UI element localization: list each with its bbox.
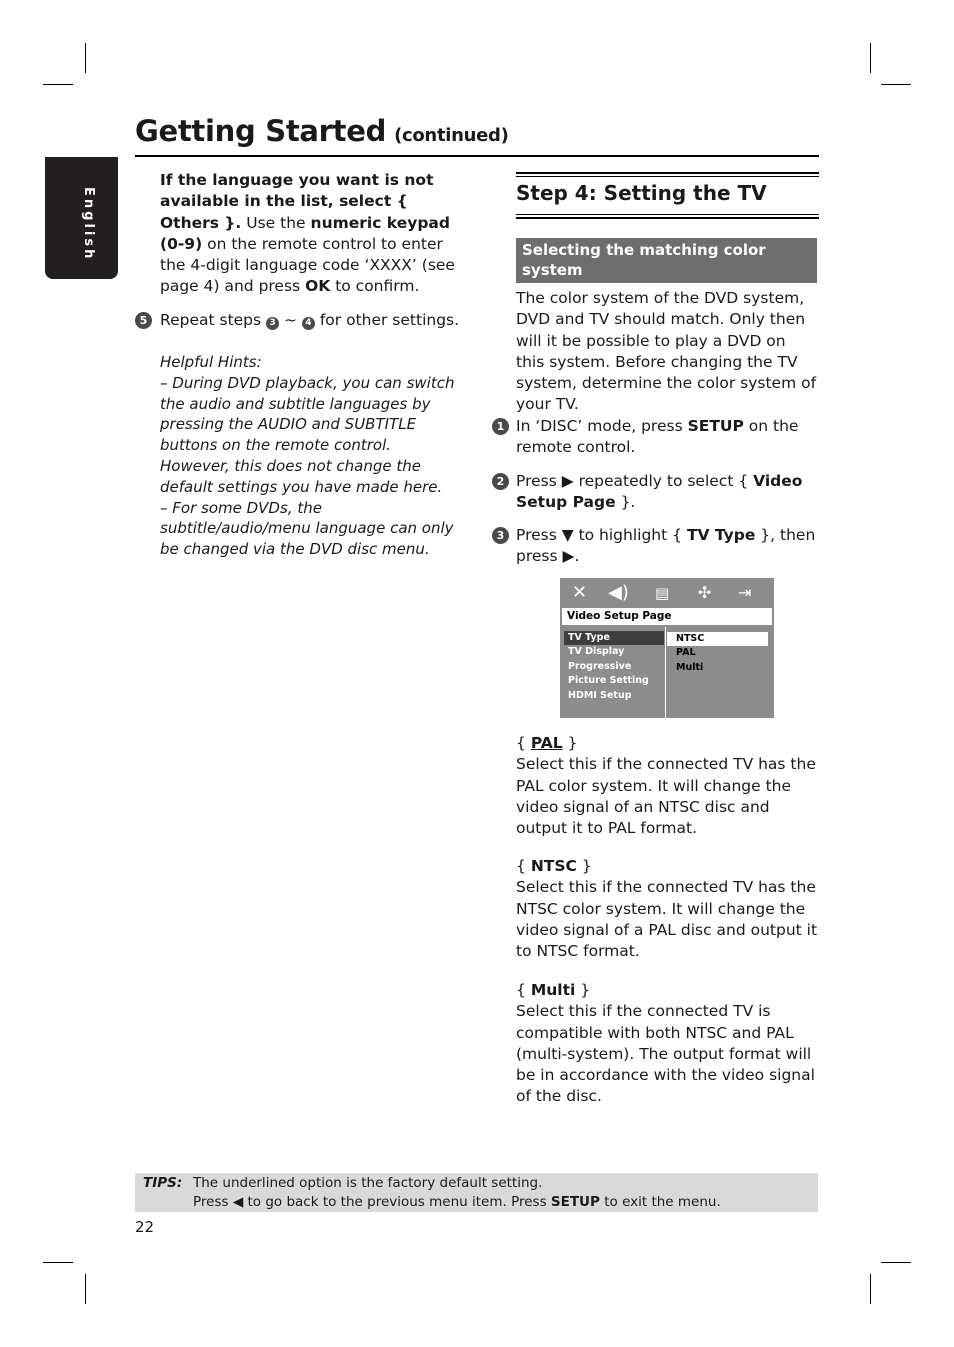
crop-mark (881, 1262, 911, 1263)
tips-box (135, 1173, 818, 1212)
keypad-label: numeric keypad (0-9) (160, 213, 450, 253)
instruction-text: Use the (246, 213, 306, 232)
step-3-text (516, 525, 818, 568)
video-icon: ▤ (655, 584, 670, 602)
tips-label: TIPS: (143, 1175, 183, 1191)
step-5-text (160, 310, 465, 331)
language-tab-label: English (81, 187, 96, 262)
step-number-2: 2 (492, 473, 509, 490)
osd-item-hdmi-setup[interactable]: HDMI Setup (568, 689, 632, 701)
brace: } (581, 857, 592, 875)
helpful-hints (160, 352, 465, 560)
step-ref-3: 3 (266, 317, 279, 330)
ok-label: OK (305, 277, 331, 296)
setup-label: SETUP (687, 417, 744, 435)
step-rule-top (516, 172, 819, 177)
speaker-icon: ◀) (608, 582, 629, 603)
osd-menu (560, 578, 774, 718)
crop-mark (85, 1274, 86, 1304)
hint-1: – During DVD playback, you can switch the audio and subtitle languages by pressing the AUDIO and SUBTITLE buttons on the remote control. However, this does not change the default settings you have made here. (160, 373, 455, 496)
language-instruction (160, 170, 465, 298)
hints-title: Helpful Hints: (160, 353, 262, 371)
step-text: In ‘DISC’ mode, press (516, 417, 683, 435)
crop-mark (43, 1262, 73, 1263)
osd-item-picture-setting[interactable]: Picture Setting (568, 675, 649, 687)
hint-2: – For some DVDs, the subtitle/audio/menu language can only be changed via the DVD disc menu. (160, 498, 454, 559)
step-2-text (516, 471, 818, 514)
osd-option-multi[interactable]: Multi (676, 661, 704, 673)
step-text: Press ▼ to highlight { (516, 526, 682, 544)
page-number: 22 (135, 1218, 155, 1236)
brace: { (516, 857, 526, 875)
osd-menu-list (564, 631, 664, 703)
title-rule (135, 155, 819, 157)
step-number-3: 3 (492, 527, 509, 544)
video-setup-label: Video Setup Page (516, 472, 803, 512)
step-text: Repeat steps (160, 311, 262, 329)
step-number-5: 5 (135, 312, 152, 329)
language-tab (45, 157, 118, 279)
tips-text-part: Press ◀ to go back to the previous menu item. Press (193, 1194, 547, 1210)
instruction-bold: If the language you want is not available in the list, select { Others }. (160, 171, 434, 232)
title-subtitle: (continued) (394, 125, 509, 146)
step-text: on the remote control. (516, 417, 799, 457)
brace: } (567, 734, 578, 752)
osd-divider (665, 627, 666, 718)
intro-text: The color system of the DVD system, DVD and TV should match. Only then will it be possible to play a DVD on this system. Before changing the TV system, determine the color system of your TV. (516, 289, 817, 414)
multi-description: Select this if the connected TV is compatible with both NTSC and PAL (multi-system). The output format will be in accordance with the video signal of the disc. (516, 1002, 815, 1106)
crop-mark (881, 84, 911, 85)
ntsc-option (516, 856, 821, 962)
crop-mark (870, 43, 871, 73)
osd-option-pal[interactable]: PAL (676, 647, 696, 659)
step-text: }, then press ▶. (516, 526, 816, 566)
setup-label: SETUP (550, 1194, 600, 1210)
pal-option (516, 733, 821, 839)
tips-line-1: The underlined option is the factory default setting. (193, 1175, 543, 1191)
crop-mark (85, 43, 86, 73)
brace: } (580, 981, 591, 999)
section-banner: Selecting the matching color system (516, 238, 817, 283)
tv-type-label: TV Type (686, 526, 756, 544)
multi-option (516, 980, 821, 1108)
step-text: for other settings. (319, 311, 460, 329)
instruction-text: on the remote control to enter the 4-digit language code ‘XXXX’ (see page 4) and press (160, 234, 455, 296)
crop-mark (870, 1274, 871, 1304)
title-text: Getting Started (135, 114, 387, 148)
step-number-1: 1 (492, 418, 509, 435)
ntsc-description: Select this if the connected TV has the NTSC color system. It will change the video signal of a PAL disc and output it to NTSC format. (516, 878, 818, 961)
step-ref-4: 4 (302, 317, 315, 330)
tools-icon: ✕ (572, 582, 588, 603)
pal-description: Select this if the connected TV has the PAL color system. It will change the video signal of an NTSC disc and output it to PAL format. (516, 755, 816, 838)
brace: { (516, 734, 526, 752)
multi-label: Multi (530, 981, 576, 999)
osd-header: Video Setup Page (562, 608, 772, 625)
exit-icon: ⇥ (738, 583, 752, 602)
crop-mark (43, 84, 73, 85)
tips-line-2 (193, 1193, 721, 1212)
instruction-text: to confirm. (335, 277, 420, 296)
ntsc-label: NTSC (530, 857, 577, 875)
osd-option-list (667, 632, 768, 675)
brace: { (516, 981, 526, 999)
osd-item-progressive[interactable]: Progressive (568, 660, 632, 672)
page-title (135, 114, 509, 148)
step-1-text (516, 416, 818, 459)
pal-label: PAL (530, 734, 563, 752)
tips-text-part: to exit the menu. (604, 1194, 721, 1210)
osd-item-tv-type[interactable]: TV Type (564, 631, 664, 645)
step-text: Press ▶ repeatedly to select { (516, 472, 749, 490)
preference-icon: ✣ (698, 583, 712, 602)
osd-item-tv-display[interactable]: TV Display (568, 646, 625, 658)
osd-icon-bar (560, 578, 774, 608)
osd-option-ntsc[interactable]: NTSC (667, 632, 768, 646)
step-heading: Step 4: Setting the TV (516, 181, 767, 205)
step-text: }. (620, 493, 636, 512)
tips-text (193, 1174, 721, 1212)
tilde: ~ (283, 311, 297, 329)
step-rule-bottom (516, 214, 819, 219)
